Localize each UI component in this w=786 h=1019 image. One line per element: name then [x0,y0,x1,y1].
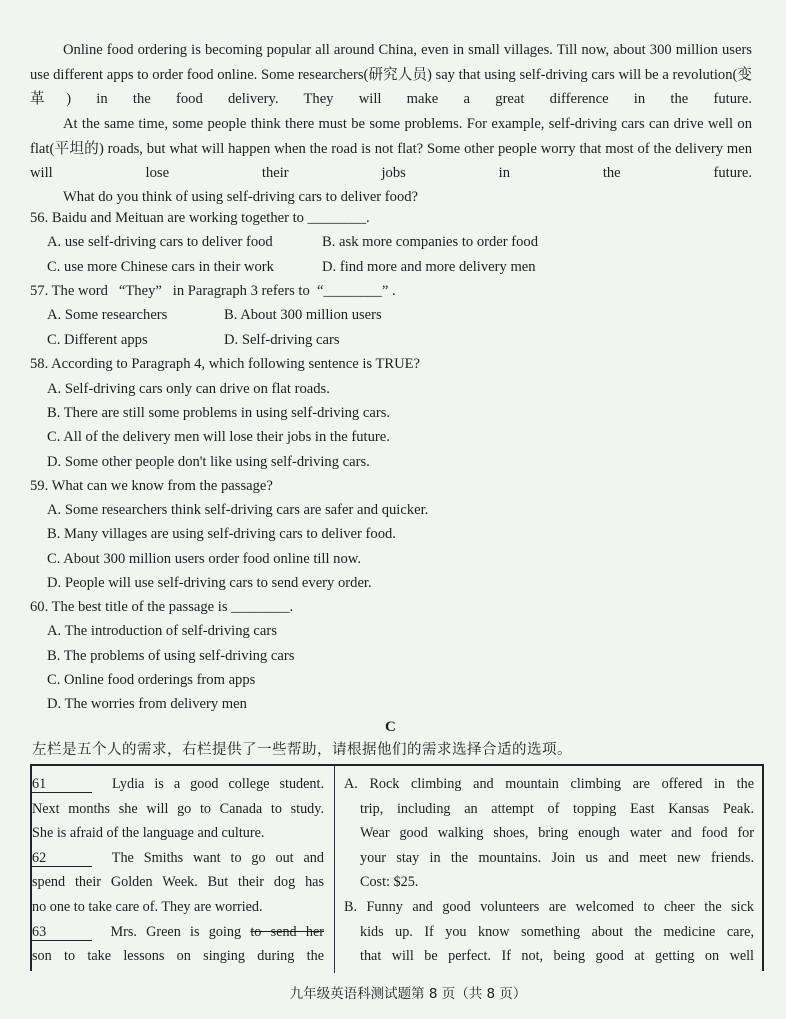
help-a-line-2: trip, including an attempt of topping East Kansas Peak. [360,800,754,817]
matching-table [30,764,764,971]
need-62-line-1: The Smiths want to go out and [111,849,324,866]
need-61-line-3: She is afraid of the language and culture. [32,825,265,842]
question-57-option-a: A. Some researchers [47,307,168,323]
question-56-option-c: C. use more Chinese cars in their work [47,259,274,275]
question-58-stem: 58. According to Paragraph 4, which following sentence is TRUE? [30,356,421,372]
answer-blank-62[interactable]: 62 [32,850,92,867]
question-57-option-d: D. Self-driving cars [224,332,340,348]
need-63-line-1: Mrs. Green is going [110,923,251,940]
help-b-line-1: B. Funny and good volunteers are welcomed to cheer the sick [344,898,754,915]
need-63-line-2: son to take lessons on singing during the [32,948,324,965]
help-a-line-4: your stay in the mountains. Join us and meet new friends. [360,849,754,866]
question-56-option-a: A. use self-driving cars to deliver food [47,234,273,250]
question-57-option-c: C. Different apps [47,332,148,348]
page-footer: 九年级英语科测试题第 8 页（共 8 页） [289,986,527,1002]
section-heading: C [385,719,396,735]
question-60-option-d: D. The worries from delivery men [47,696,247,712]
question-56-option-d: D. find more and more delivery men [322,259,536,275]
question-59-option-d: D. People will use self-driving cars to send every order. [47,575,372,591]
question-57-stem: 57. The word “They” in Paragraph 3 refers to “________” . [30,283,396,299]
question-56-stem: 56. Baidu and Meituan are working together to ________. [30,210,370,226]
table-left-row-62 [32,846,324,871]
question-58-option-b: B. There are still some problems in using self-driving cars. [47,405,391,421]
question-59-option-b: B. Many villages are using self-driving cars to deliver food. [47,526,396,542]
table-divider [334,766,335,973]
need-62-line-2: spend their Golden Week. But their dog has [32,874,324,891]
answer-blank-63[interactable]: 63 [32,924,92,941]
passage-paragraph-3: What do you think of using self-driving cars to deliver food? [63,189,419,205]
table-left-column [32,772,324,969]
need-62-line-3: no one to take care of. They are worried. [32,898,263,915]
table-left-row-61 [32,772,324,797]
section-instruction: 左栏是五个人的需求，右栏提供了一些帮助，请根据他们的需求选择合适的选项。 [32,742,572,758]
table-left-row-63 [32,920,324,945]
help-a-line-1: A. Rock climbing and mountain climbing are offered in the [344,776,754,792]
need-61-line-2: Next months she will go to Canada to study. [32,800,324,817]
question-58-option-a: A. Self-driving cars only can drive on flat roads. [47,381,330,397]
need-63-struck-text: to send her [250,923,324,940]
question-57-option-b: B. About 300 million users [224,307,382,323]
question-56-option-b: B. ask more companies to order food [322,234,539,250]
question-58-option-c: C. All of the delivery men will lose their jobs in the future. [47,429,390,445]
question-58-option-d: D. Some other people don't like using self-driving cars. [47,454,370,470]
passage-paragraph-1: Online food ordering is becoming popular all around China, even in small villages. Till now, about 300 million users use different apps to order food online. Some researchers(研究人员) say that using self-driving cars will be a revolution(变革) in the food delivery. They will make a great difference in the future. [30,42,752,108]
question-60-stem: 60. The best title of the passage is ________. [30,599,294,615]
answer-blank-61[interactable]: 61 [32,776,92,793]
question-59-option-c: C. About 300 million users order food online till now. [47,551,362,567]
help-b-line-3: that will be perfect. If not, being good at getting on well [360,948,754,965]
question-59-option-a: A. Some researchers think self-driving cars are safer and quicker. [47,502,429,518]
question-60-option-a: A. The introduction of self-driving cars [47,623,277,639]
question-60-option-c: C. Online food orderings from apps [47,672,256,688]
passage-paragraph-2: At the same time, some people think there must be some problems. For example, self-driving cars can drive well on flat(平坦的) roads, but what will happen when the road is not flat? Some other people worry that most of the delivery men will lose their jobs in the future. [30,116,752,182]
question-59-stem: 59. What can we know from the passage? [30,478,273,494]
help-b-line-2: kids up. If you know something about the medicine care, [360,923,754,940]
help-a-line-5: Cost: $25. [360,874,419,891]
table-right-column [344,772,754,969]
need-61-line-1: Lydia is a good college student. [112,776,325,792]
help-a-line-3: Wear good walking shoes, bring enough water and food for [360,825,754,842]
question-60-option-b: B. The problems of using self-driving cars [47,648,295,664]
